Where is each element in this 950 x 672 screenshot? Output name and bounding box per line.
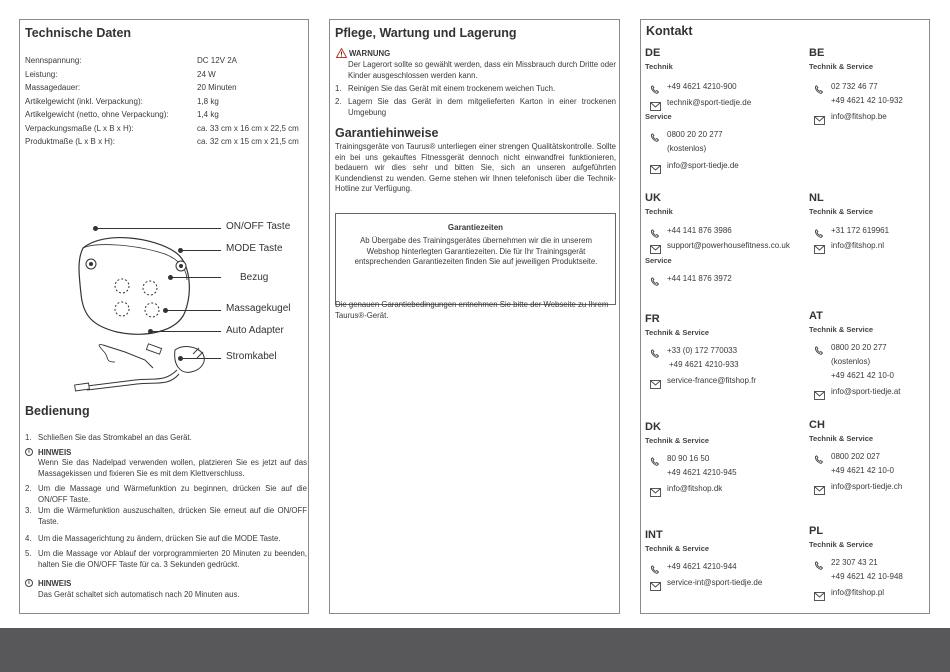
mail-icon bbox=[650, 241, 661, 250]
care-item bbox=[335, 84, 616, 95]
phone-number[interactable]: +31 172 619961 bbox=[831, 226, 890, 235]
phone-icon bbox=[814, 558, 825, 567]
spec-value: 1,4 kg bbox=[197, 110, 219, 119]
operation-step bbox=[25, 506, 307, 527]
technical-data-title: Technische Daten bbox=[25, 26, 132, 40]
callout-mode-button: MODE Taste bbox=[226, 243, 283, 254]
phone-note: (kostenlos) bbox=[667, 144, 707, 153]
phone-number[interactable]: +49 4621 42 10-932 bbox=[831, 96, 903, 105]
callout-leader bbox=[165, 310, 221, 311]
phone-icon bbox=[814, 226, 825, 235]
phone-number[interactable]: +44 141 876 3986 bbox=[667, 226, 732, 235]
mail-icon bbox=[814, 112, 825, 121]
phone-icon bbox=[814, 82, 825, 91]
hint-text bbox=[25, 590, 307, 601]
email-link[interactable]: info@fitshop.pl bbox=[831, 588, 885, 597]
operation-step bbox=[25, 534, 307, 545]
phone-number[interactable]: +49 4621 4210-944 bbox=[667, 562, 737, 571]
callout-cover: Bezug bbox=[240, 272, 269, 283]
phone-number[interactable]: 0800 202 027 bbox=[831, 452, 880, 461]
contact-label: Technik & Service bbox=[809, 434, 874, 443]
phone-icon bbox=[650, 130, 661, 139]
spec-row bbox=[25, 137, 305, 149]
country-code-de: DE bbox=[645, 47, 661, 59]
country-code-uk: UK bbox=[645, 192, 661, 204]
spec-value: ca. 32 cm x 15 cm x 21,5 cm bbox=[197, 137, 299, 146]
email-link[interactable]: technik@sport-tiedje.de bbox=[667, 98, 752, 107]
care-warranty-panel bbox=[329, 19, 620, 614]
footer-bar bbox=[0, 628, 950, 672]
country-code-nl: NL bbox=[809, 192, 824, 204]
phone-note: (kostenlos) bbox=[831, 357, 871, 366]
spec-key: Massagedauer: bbox=[25, 83, 81, 92]
contact-label: Technik & Service bbox=[645, 436, 710, 445]
phone-icon bbox=[650, 346, 661, 355]
spec-value: ca. 33 cm x 16 cm x 22,5 cm bbox=[197, 123, 299, 133]
contact-label: Technik bbox=[645, 207, 673, 216]
warranty-period-text: Ab Übergabe des Trainingsgerätes übernehmen wir die in unserem Webshop hinterlegten Garantiezeiten. Die für Ihr Trainingsgerät entsprechenden Garantiezeiten finden Sie auf jeweiligen Produktseite. bbox=[354, 236, 598, 266]
country-code-int: INT bbox=[645, 529, 663, 541]
spec-key: Nennspannung: bbox=[25, 56, 82, 65]
step-number: 3. bbox=[25, 506, 32, 515]
phone-number[interactable]: 22 307 43 21 bbox=[831, 558, 878, 567]
warning-title: WARNUNG bbox=[349, 49, 391, 58]
care-item bbox=[335, 97, 616, 118]
email-link[interactable]: info@sport-tiedje.ch bbox=[831, 482, 903, 491]
warranty-text bbox=[335, 142, 616, 195]
warning-icon bbox=[336, 48, 347, 58]
contact-label: Technik & Service bbox=[809, 62, 874, 71]
contact-label: Technik & Service bbox=[645, 544, 710, 553]
warranty-period-box bbox=[335, 213, 616, 305]
warranty-body: Trainingsgeräte von Taurus® unterliegen einer strengen Qualitätskontrolle. Sollte ein bei uns gekauftes Fitnessgerät dennoch nicht einwandfrei funktionieren, bedauern wir dies sehr und bitten Sie, sich an unseren aufgeführten Kundendienst zu wenden. Gerne stehen wir Ihnen telefonisch über die Technik-Hotline zur Verfügung. bbox=[335, 142, 616, 193]
contact-label: Technik & Service bbox=[809, 207, 874, 216]
warranty-title: Garantiehinweise bbox=[335, 126, 439, 140]
operation-step bbox=[25, 433, 307, 444]
care-number: 2. bbox=[335, 97, 342, 106]
phone-number[interactable]: +49 4621 4210-900 bbox=[667, 82, 737, 91]
callout-power-cable: Stromkabel bbox=[226, 351, 277, 362]
phone-number[interactable]: +44 141 876 3972 bbox=[667, 274, 732, 283]
mail-icon bbox=[814, 482, 825, 491]
phone-icon bbox=[650, 82, 661, 91]
technical-data-panel bbox=[19, 19, 309, 614]
country-code-pl: PL bbox=[809, 525, 824, 537]
warning-text bbox=[335, 60, 616, 81]
email-link[interactable]: service-france@fitshop.fr bbox=[667, 376, 757, 385]
country-code-ch: CH bbox=[809, 419, 825, 431]
spec-key: Artikelgewicht (netto, ohne Verpackung): bbox=[25, 110, 169, 119]
contact-title: Kontakt bbox=[646, 24, 693, 38]
care-text: Reinigen Sie das Gerät mit einem trockenem weichen Tuch. bbox=[348, 84, 556, 93]
mail-icon bbox=[814, 387, 825, 396]
email-link[interactable]: info@sport-tiedje.de bbox=[667, 161, 739, 170]
operation-step bbox=[25, 549, 307, 570]
info-icon: i bbox=[25, 579, 33, 587]
spec-key: Verpackungsmaße (L x B x H): bbox=[25, 123, 134, 133]
spec-key: Leistung: bbox=[25, 69, 58, 79]
phone-number[interactable]: 02 732 46 77 bbox=[831, 82, 878, 91]
callout-on-off-button: ON/OFF Taste bbox=[226, 221, 291, 232]
spec-row bbox=[25, 83, 305, 95]
step-text: Um die Wärmefunktion auszuschalten, drücken Sie erneut auf die ON/OFF Taste. bbox=[38, 506, 307, 526]
contact-label: Technik & Service bbox=[809, 540, 874, 549]
email-link[interactable]: info@fitshop.nl bbox=[831, 241, 885, 250]
mail-icon bbox=[650, 376, 661, 385]
contact-label: Technik & Service bbox=[645, 328, 710, 337]
step-text: Um die Massagerichtung zu ändern, drücken Sie auf die MODE Taste. bbox=[38, 534, 281, 543]
contact-label: Technik & Service bbox=[809, 325, 874, 334]
callout-leader bbox=[95, 228, 221, 229]
contact-label: Technik bbox=[645, 62, 673, 71]
phone-icon bbox=[650, 562, 661, 571]
step-number: 2. bbox=[25, 484, 32, 493]
spec-value: DC 12V 2A bbox=[197, 56, 238, 65]
info-icon: i bbox=[25, 448, 33, 456]
phone-number[interactable]: +49 4621 42 10-0 bbox=[831, 466, 894, 475]
step-text: Schließen Sie das Stromkabel an das Gerät. bbox=[38, 433, 192, 442]
contact-label: Service bbox=[645, 256, 672, 265]
spec-key: Artikelgewicht (inkl. Verpackung): bbox=[25, 96, 143, 106]
email-link[interactable]: info@sport-tiedje.at bbox=[831, 387, 901, 396]
callout-leader bbox=[150, 331, 221, 332]
phone-icon bbox=[650, 274, 661, 283]
mail-icon bbox=[814, 241, 825, 250]
email-link[interactable]: support@powerhousefitness.co.uk bbox=[667, 241, 790, 250]
spec-row bbox=[25, 97, 305, 109]
spec-value: 20 Minuten bbox=[197, 83, 237, 92]
phone-number[interactable]: 0800 20 20 277 bbox=[831, 343, 887, 352]
mail-icon bbox=[650, 98, 661, 107]
phone-number[interactable]: +49 4621 4210-945 bbox=[667, 468, 737, 477]
step-number: 5. bbox=[25, 549, 32, 558]
operation-step bbox=[25, 484, 307, 505]
contact-panel bbox=[640, 19, 930, 614]
care-number: 1. bbox=[335, 84, 342, 93]
phone-icon bbox=[814, 343, 825, 352]
hint-text bbox=[25, 458, 307, 479]
spec-row bbox=[25, 110, 305, 122]
mail-icon bbox=[650, 578, 661, 587]
country-code-dk: DK bbox=[645, 421, 661, 433]
phone-number[interactable]: +49 4621 42 10-0 bbox=[831, 371, 894, 380]
step-text: Um die Massage und Wärmefunktion zu beginnen, drücken Sie auf die ON/OFF Taste. bbox=[38, 484, 307, 504]
country-code-be: BE bbox=[809, 47, 825, 59]
step-number: 1. bbox=[25, 433, 32, 442]
hint-title: HINWEIS bbox=[38, 448, 72, 457]
mail-icon bbox=[650, 161, 661, 170]
mail-icon bbox=[650, 484, 661, 493]
phone-number[interactable]: +49 4621 42 10-948 bbox=[831, 572, 903, 581]
step-number: 4. bbox=[25, 534, 32, 543]
mail-icon bbox=[814, 588, 825, 597]
spec-value: 24 W bbox=[197, 69, 216, 79]
email-link[interactable]: info@fitshop.dk bbox=[667, 484, 723, 493]
hint-title: HINWEIS bbox=[38, 579, 72, 588]
phone-number[interactable]: 80 90 16 50 bbox=[667, 454, 710, 463]
phone-icon bbox=[650, 454, 661, 463]
spec-value: 1,8 kg bbox=[197, 96, 219, 106]
spec-key: Produktmaße (L x B x H): bbox=[25, 137, 115, 146]
phone-number[interactable]: +49 4621 4210-933 bbox=[669, 360, 739, 369]
warranty-period-title: Garantiezeiten bbox=[447, 223, 504, 232]
spec-row bbox=[25, 70, 305, 82]
country-code-fr: FR bbox=[645, 313, 660, 325]
care-text: Lagern Sie das Gerät in dem mitgelieferten Karton in einer trockenen Umgebung bbox=[348, 97, 616, 117]
step-text: Um die Massage vor Ablauf der vorprogrammierten 20 Minuten zu beenden, halten Sie die ON/OFF Taste für ca. 3 Sekunden gedrückt. bbox=[38, 549, 307, 569]
callout-leader bbox=[180, 250, 221, 251]
callout-massage-ball: Massagekugel bbox=[226, 303, 291, 314]
callout-car-adapter: Auto Adapter bbox=[226, 325, 284, 336]
warning-body: Der Lagerort sollte so gewählt werden, dass ein Missbrauch durch Dritte oder Kinder ausgeschlossen werden kann. bbox=[348, 60, 616, 80]
callout-leader bbox=[180, 358, 221, 359]
spec-row bbox=[25, 56, 305, 68]
phone-icon bbox=[650, 226, 661, 235]
warranty-footer-text: Die genauen Garantiebedingungen entnehmen Sie bitte der Webseite zu Ihrem Taurus®-Gerät. bbox=[335, 300, 609, 320]
operation-title: Bedienung bbox=[25, 404, 90, 418]
hint-body: Wenn Sie das Nadelpad verwenden wollen, platzieren Sie es jetzt auf das Massagekissen und fixieren Sie es mit dem Klettverschluss. bbox=[38, 458, 307, 478]
phone-number[interactable]: +33 (0) 172 770033 bbox=[667, 346, 738, 355]
phone-icon bbox=[814, 452, 825, 461]
spec-row bbox=[25, 124, 305, 136]
country-code-at: AT bbox=[809, 310, 823, 322]
hint-body: Das Gerät schaltet sich automatisch nach 20 Minuten aus. bbox=[38, 590, 240, 599]
care-title: Pflege, Wartung und Lagerung bbox=[335, 26, 517, 40]
callout-leader bbox=[170, 277, 221, 278]
phone-number[interactable]: 0800 20 20 277 bbox=[667, 130, 723, 139]
email-link[interactable]: info@fitshop.be bbox=[831, 112, 887, 121]
email-link[interactable]: service-int@sport-tiedje.de bbox=[667, 578, 763, 587]
contact-label: Service bbox=[645, 112, 672, 121]
warranty-footer bbox=[335, 300, 616, 321]
